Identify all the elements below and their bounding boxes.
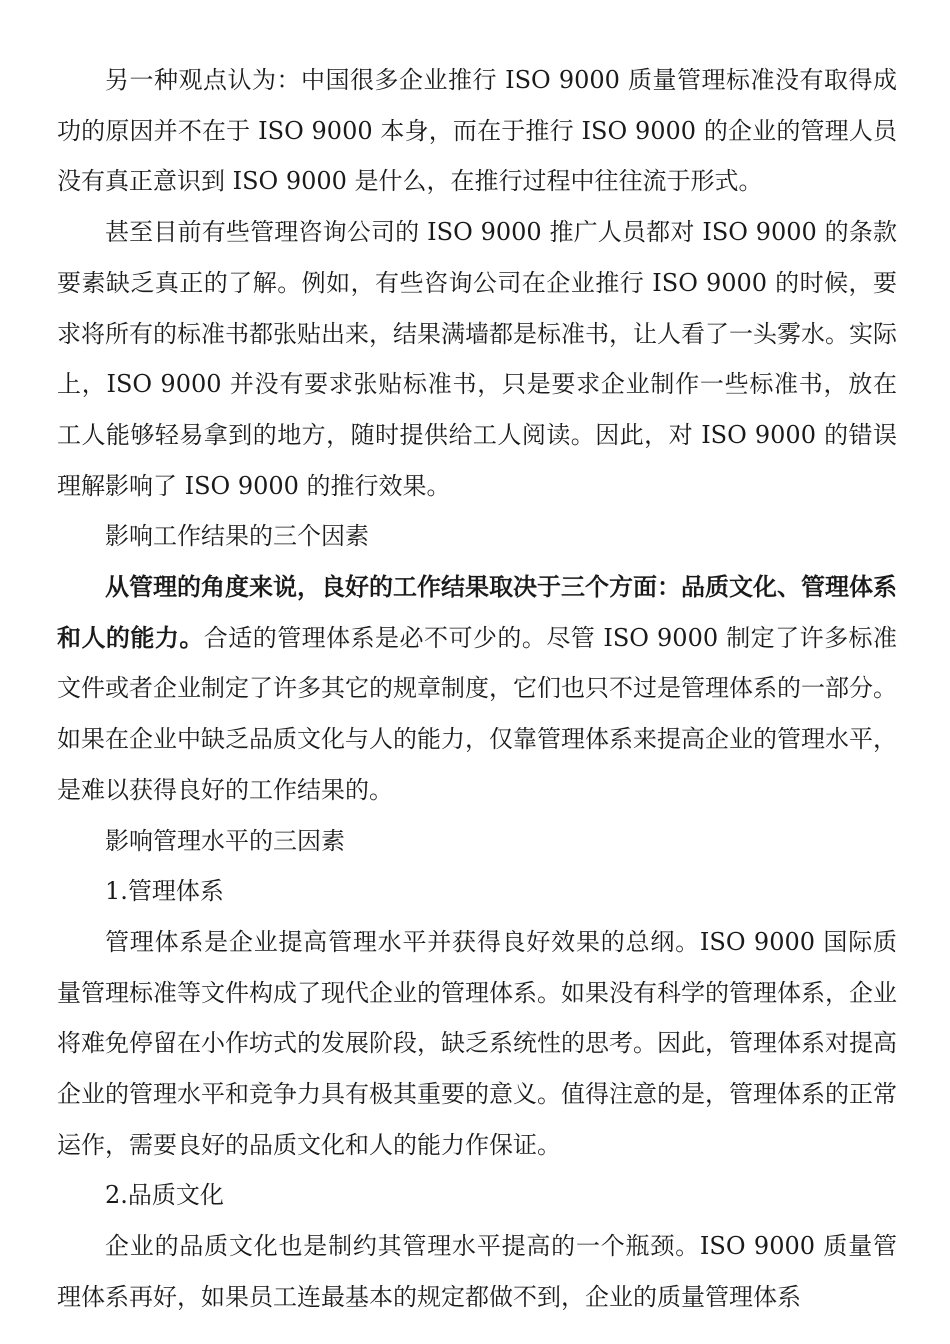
paragraph-three-aspects-bold-lead: 从管理的角度来说，良好的工作结果取决于三个方面：品质文化、管理体系和人的能力。: [57, 572, 897, 652]
heading-work-result-factors: 影响工作结果的三个因素: [105, 522, 369, 551]
paragraph-three-aspects: [57, 562, 897, 816]
paragraph-quality-culture: 企业的品质文化也是制约其管理水平提高的一个瓶颈。ISO 9000 质量管理体系再好，如果员工连最基本的规定都做不到，企业的质量管理体系: [57, 1232, 897, 1311]
heading-management-system: 1.管理体系: [105, 877, 224, 906]
document-page: [57, 55, 897, 1323]
paragraph-consulting-misunderstanding: 甚至目前有些管理咨询公司的 ISO 9000 推广人员都对 ISO 9000 的条款要素缺乏真正的了解。例如，有些咨询公司在企业推行 ISO 9000 的时候，要求将所有的标准书都张贴出来，结果满墙都是标准书，让人看了一头雾水。实际上，ISO 9000 并没有要求张贴标准书，只是要求企业制作一些标准书，放在工人能够轻易拿到的地方，随时提供给工人阅读。因此，对 ISO 9000 的错误理解影响了 ISO 9000 的推行效果。: [57, 218, 897, 500]
heading-quality-culture: 2.品质文化: [105, 1181, 224, 1210]
heading-management-level-factors: 影响管理水平的三因素: [105, 826, 345, 855]
paragraph-iso-failure-view: 另一种观点认为：中国很多企业推行 ISO 9000 质量管理标准没有取得成功的原因并不在于 ISO 9000 本身，而在于推行 ISO 9000 的企业的管理人员没有真正意识到 ISO 9000 是什么，在推行过程中往往流于形式。: [57, 66, 897, 196]
paragraph-three-aspects-body: 合适的管理体系是必不可少的。尽管 ISO 9000 制定了许多标准文件或者企业制定了许多其它的规章制度，它们也只不过是管理体系的一部分。如果在企业中缺乏品质文化与人的能力，仅靠管理体系来提高企业的管理水平，是难以获得良好的工作结果的。: [57, 623, 898, 804]
paragraph-management-system: 管理体系是企业提高管理水平并获得良好效果的总纲。ISO 9000 国际质量管理标准等文件构成了现代企业的管理体系。如果没有科学的管理体系，企业将难免停留在小作坊式的发展阶段，缺乏系统性的思考。因此，管理体系对提高企业的管理水平和竞争力具有极其重要的意义。值得注意的是，管理体系的正常运作，需要良好的品质文化和人的能力作保证。: [57, 927, 897, 1159]
